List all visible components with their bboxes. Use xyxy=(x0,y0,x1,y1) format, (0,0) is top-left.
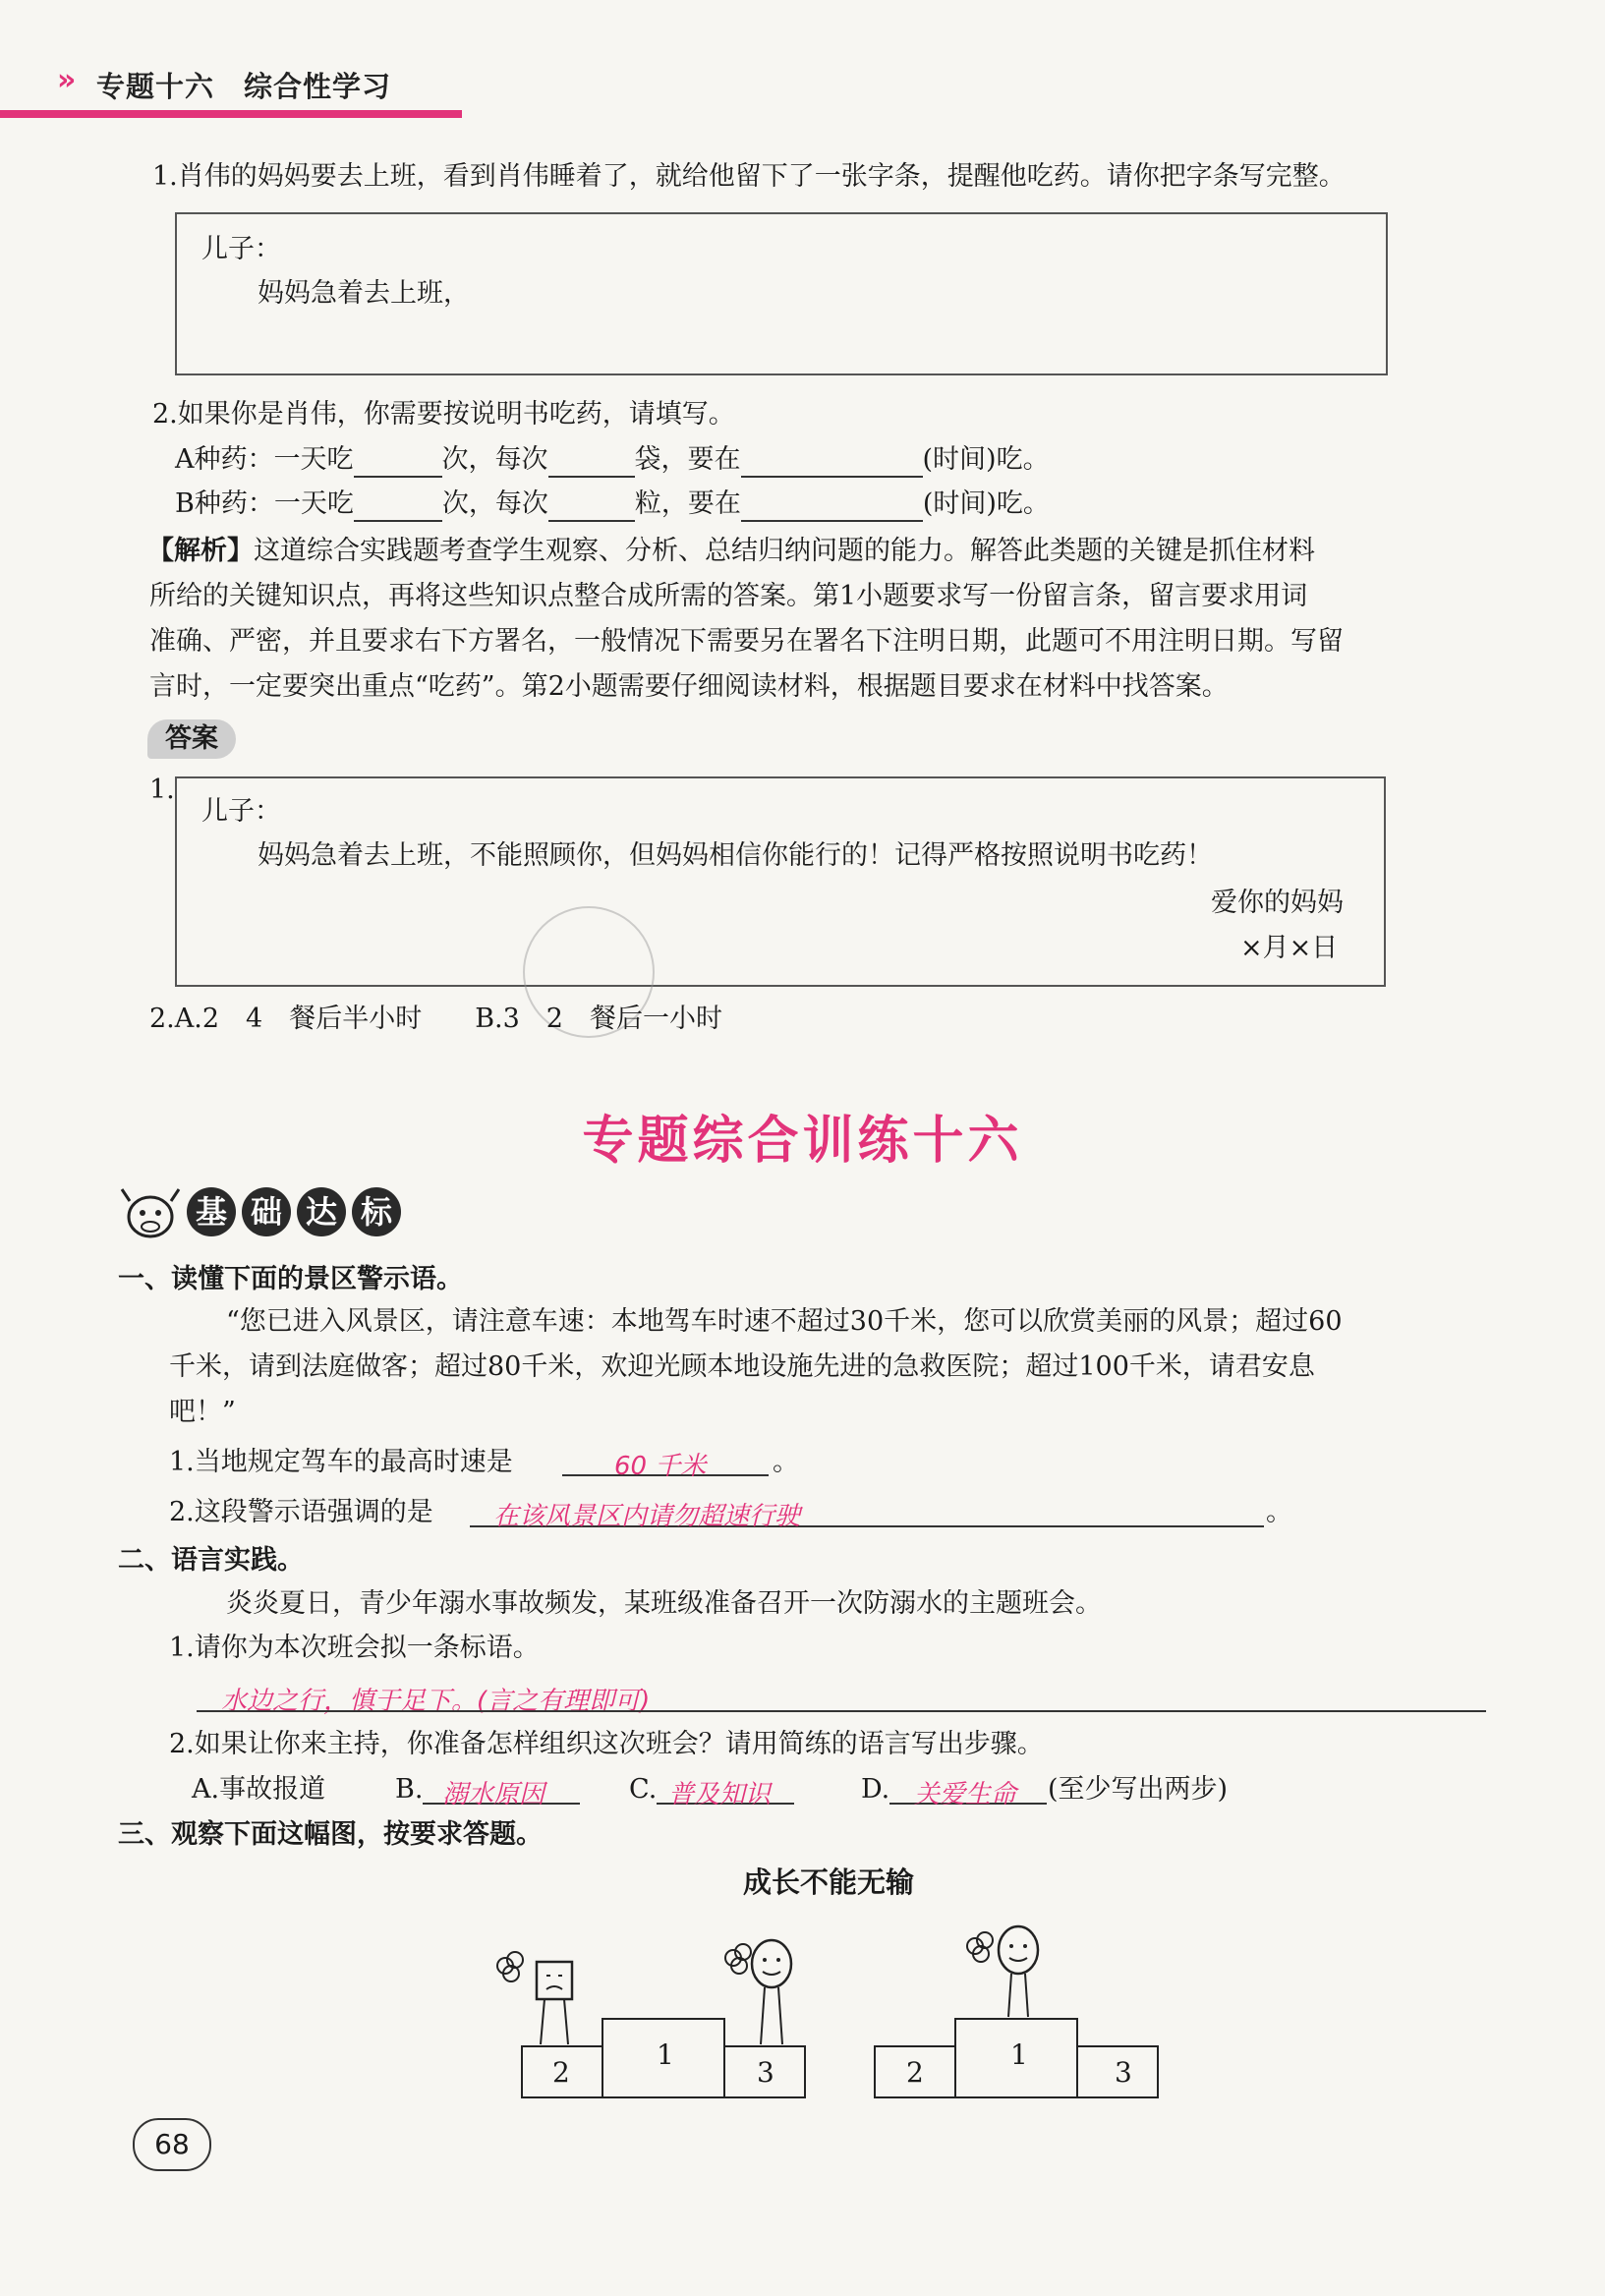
q2-prompt: 2.如果你是肖伟，你需要按说明书吃药，请填写。 xyxy=(152,399,735,430)
podium-left-2: 2 xyxy=(552,2056,570,2089)
cow-mascot-icon xyxy=(118,1179,183,1244)
q2-line-a xyxy=(175,442,1050,478)
badge-char-3: 达 xyxy=(297,1187,346,1236)
section-title: 专题综合训练十六 xyxy=(582,1112,1023,1171)
part1-quote-3: 吧！” xyxy=(169,1397,236,1427)
header-title: 专题十六 综合性学习 xyxy=(96,70,392,103)
podium-right-1: 1 xyxy=(1010,2038,1028,2071)
part2-q1: 1.请你为本次班会拟一条标语。 xyxy=(169,1633,540,1663)
page-number: 68 xyxy=(133,2118,211,2171)
podium-left-3: 3 xyxy=(757,2056,774,2089)
analysis-text-1: 这道综合实践题考查学生观察、分析、总结归纳问题的能力。解答此类题的关键是抓住材料 xyxy=(254,536,1315,566)
q1-prompt: 1.肖伟的妈妈要去上班，看到肖伟睡着了，就给他留下了一张字条，提醒他吃药。请你把字条写完整。 xyxy=(152,161,1346,192)
figure-title: 成长不能无输 xyxy=(743,1866,915,1899)
blank-a-time[interactable] xyxy=(741,448,923,478)
blank-a-amount[interactable] xyxy=(548,448,635,478)
q2-a-text-1: A种药：一天吃 xyxy=(175,444,354,475)
analysis-line-4: 言时，一定要突出重点“吃药”。第2小题需要仔细阅读材料，根据题目要求在材料中找答案。 xyxy=(149,671,1229,702)
podium-right-3: 3 xyxy=(1115,2056,1132,2089)
q2-line-b xyxy=(175,487,1050,522)
podium-right-2: 2 xyxy=(906,2056,924,2089)
answer-date: ×月×日 xyxy=(1240,933,1339,963)
note-salutation: 儿子： xyxy=(201,234,281,264)
part2-step-a: A.事故报道 xyxy=(192,1774,326,1805)
q2-b-text-1: B种药：一天吃 xyxy=(175,488,354,519)
analysis-line-3: 准确、严密，并且要求右下方署名，一般情况下需要另在署名下注明日期，此题可不用注明日期。写留 xyxy=(149,626,1344,657)
answer-q2: 2.A.2 4 餐后半小时 B.3 2 餐后一小时 xyxy=(149,1004,722,1034)
level-badge xyxy=(187,1187,401,1242)
q2-b-text-2: 次，每次 xyxy=(441,488,548,519)
header-bar xyxy=(0,110,462,118)
part2-step-d-end: (至少写出两步) xyxy=(1048,1774,1229,1805)
q2-b-text-4: (时间)吃。 xyxy=(922,488,1050,519)
part1-q1-end: 。 xyxy=(773,1447,799,1477)
part2-q2: 2.如果让你来主持，你准备怎样组织这次班会？请用简练的语言写出步骤。 xyxy=(169,1729,1044,1759)
answer-note-box xyxy=(175,776,1386,987)
badge-char-2: 础 xyxy=(242,1187,291,1236)
blank-b-amount[interactable] xyxy=(548,492,635,522)
part2-q1-answer: 水边之行，慎于足下。(言之有理即可) xyxy=(221,1687,651,1716)
q2-a-text-4: (时间)吃。 xyxy=(922,444,1050,475)
answer-salutation: 儿子： xyxy=(201,796,281,827)
badge-char-4: 标 xyxy=(352,1187,401,1236)
part2-intro: 炎炎夏日，青少年溺水事故频发，某班级准备召开一次防溺水的主题班会。 xyxy=(226,1588,1102,1619)
part1-q2-answer: 在该风景区内请勿超速行驶 xyxy=(493,1502,801,1531)
blank-b-times[interactable] xyxy=(354,492,442,522)
q2-a-text-2: 次，每次 xyxy=(441,444,548,475)
answer-num: 1. xyxy=(149,775,175,805)
q2-a-text-3: 袋，要在 xyxy=(634,444,741,475)
part1-q1-answer: 60 千米 xyxy=(614,1452,707,1481)
double-chevron-icon: » xyxy=(57,63,69,97)
part1-q2: 2.这段警示语强调的是 xyxy=(169,1497,433,1527)
part2-heading: 二、语言实践。 xyxy=(118,1545,304,1576)
analysis-line-2: 所给的关键知识点，再将这些知识点整合成所需的答案。第1小题要求写一份留言条，留言要求用词 xyxy=(149,581,1308,611)
analysis-line-1 xyxy=(147,534,1315,569)
badge-char-1: 基 xyxy=(187,1187,236,1236)
part1-q2-end: 。 xyxy=(1266,1497,1292,1527)
part2-step-b-label: B. xyxy=(395,1774,424,1805)
podium-left-1: 1 xyxy=(657,2038,674,2071)
part2-q1-line xyxy=(197,1710,1486,1712)
answer-body: 妈妈急着去上班，不能照顾你，但妈妈相信你能行的！记得严格按照说明书吃药！ xyxy=(258,840,1213,871)
part2-step-c-label: C. xyxy=(629,1774,658,1805)
q2-b-text-3: 粒，要在 xyxy=(634,488,741,519)
page-header xyxy=(0,59,462,116)
part1-heading: 一、读懂下面的景区警示语。 xyxy=(118,1264,463,1294)
part2-step-d-answer: 关爱生命 xyxy=(914,1780,1017,1809)
part2-step-c-answer: 普及知识 xyxy=(668,1780,772,1809)
blank-b-time[interactable] xyxy=(741,492,923,522)
part1-quote-2: 千米，请到法庭做客；超过80千米，欢迎光顾本地设施先进的急救医院；超过100千米，请君安息 xyxy=(169,1351,1315,1382)
part1-q1: 1.当地规定驾车的最高时速是 xyxy=(169,1447,513,1477)
part2-step-d-label: D. xyxy=(861,1774,890,1805)
note-line: 妈妈急着去上班， xyxy=(258,278,470,309)
blank-a-times[interactable] xyxy=(354,448,442,478)
part2-step-b-answer: 溺水原因 xyxy=(442,1780,545,1809)
answer-sign: 爱你的妈妈 xyxy=(1211,888,1344,918)
answer-tag: 答案 xyxy=(147,719,236,759)
part1-quote-1: “您已进入风景区，请注意车速：本地驾车时速不超过30千米，您可以欣赏美丽的风景；超过60 xyxy=(226,1306,1343,1337)
part3-heading: 三、观察下面这幅图，按要求答题。 xyxy=(118,1819,543,1850)
analysis-label: 【解析】 xyxy=(147,536,254,566)
